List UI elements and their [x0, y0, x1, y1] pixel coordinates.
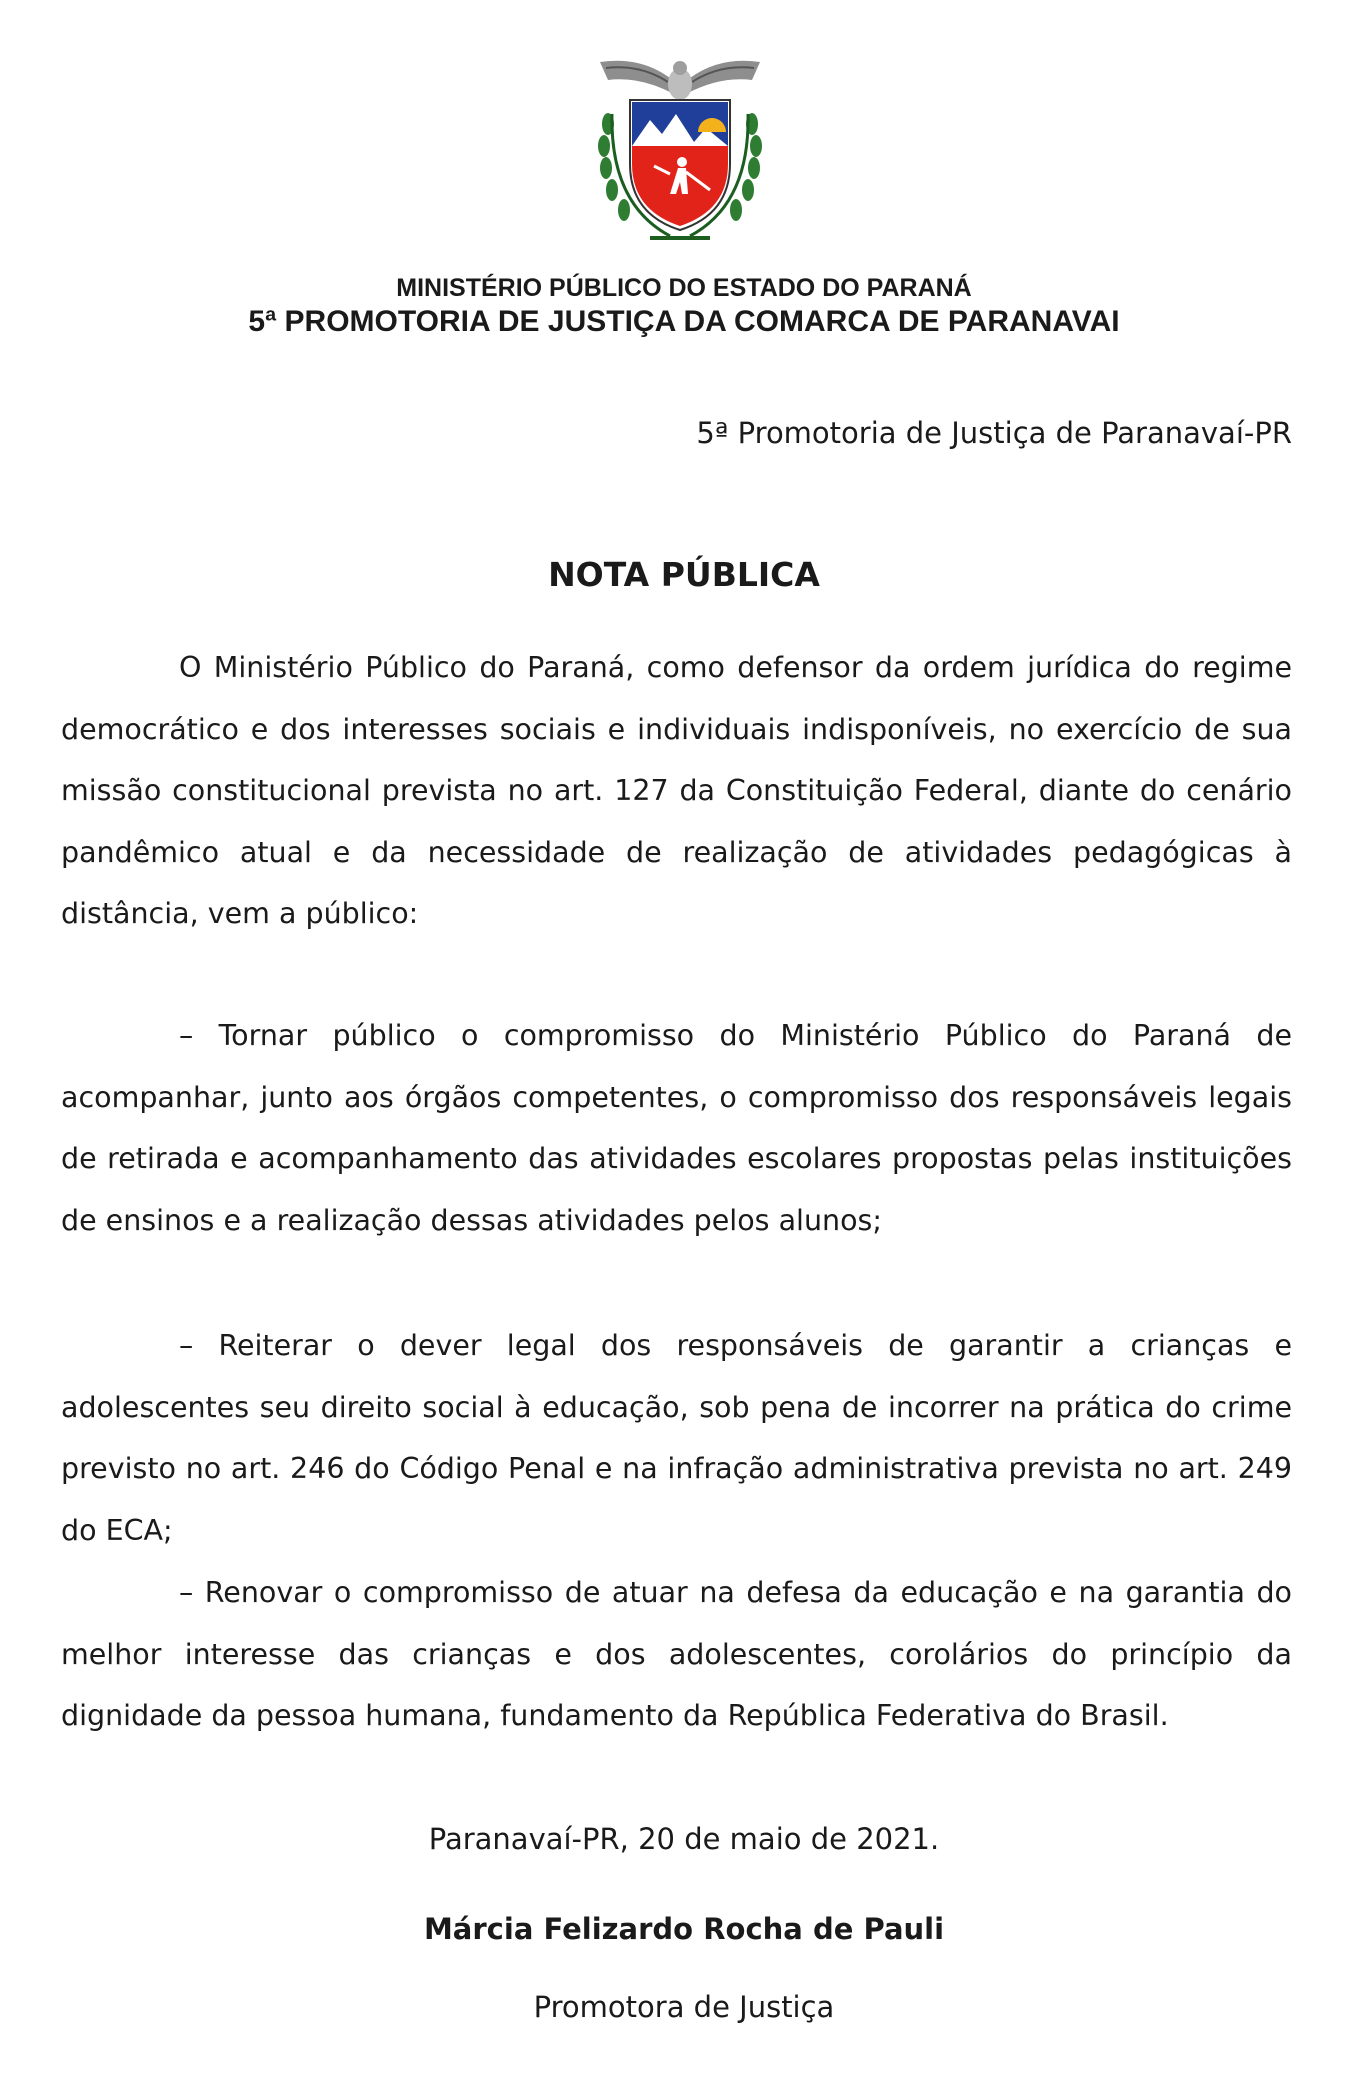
- organization-name: MINISTÉRIO PÚBLICO DO ESTADO DO PARANÁ: [396, 274, 972, 302]
- office-name: 5ª PROMOTORIA DE JUSTIÇA DA COMARCA DE PARANAVAI: [248, 305, 1120, 338]
- paragraph-legal-duty: – Reiterar o dever legal dos responsáveis de garantir a crianças e adolescentes seu direito social à educação, sob pena de incorrer na prática do crime previsto no art. 246 do Código Penal e na infração administrativa prevista no art. 249 do ECA;: [61, 1329, 1292, 1547]
- parana-coat-of-arms-icon: [590, 54, 770, 250]
- document-title: NOTA PÚBLICA: [548, 555, 820, 594]
- signer-name: Márcia Felizardo Rocha de Pauli: [423, 1912, 945, 1946]
- paragraph-commitment: – Tornar público o compromisso do Ministério Público do Paraná de acompanhar, junto aos órgãos competentes, o compromisso dos responsáveis legais de retirada e acompanhamento das atividades escolares propostas pelas instituições de ensinos e a realização dessas atividades pelos alunos;: [61, 1019, 1292, 1237]
- paragraph-intro: O Ministério Público do Paraná, como defensor da ordem jurídica do regime democrático e dos interesses sociais e individuais indisponíveis, no exercício de sua missão constitucional prevista no art. 127 da Constituição Federal, diante do cenário pandêmico atual e da necessidade de realização de atividades pedagógicas à distância, vem a público:: [61, 651, 1292, 930]
- paragraph-renewal: – Renovar o compromisso de atuar na defesa da educação e na garantia do melhor interesse das crianças e dos adolescentes, corolários do princípio da dignidade da pessoa humana, fundamento da República Federativa do Brasil.: [61, 1576, 1292, 1732]
- date-line: Paranavaí-PR, 20 de maio de 2021.: [428, 1822, 940, 1856]
- signer-role: Promotora de Justiça: [533, 1990, 835, 2024]
- issuer-line: 5ª Promotoria de Justiça de Paranavaí-PR: [696, 416, 1292, 450]
